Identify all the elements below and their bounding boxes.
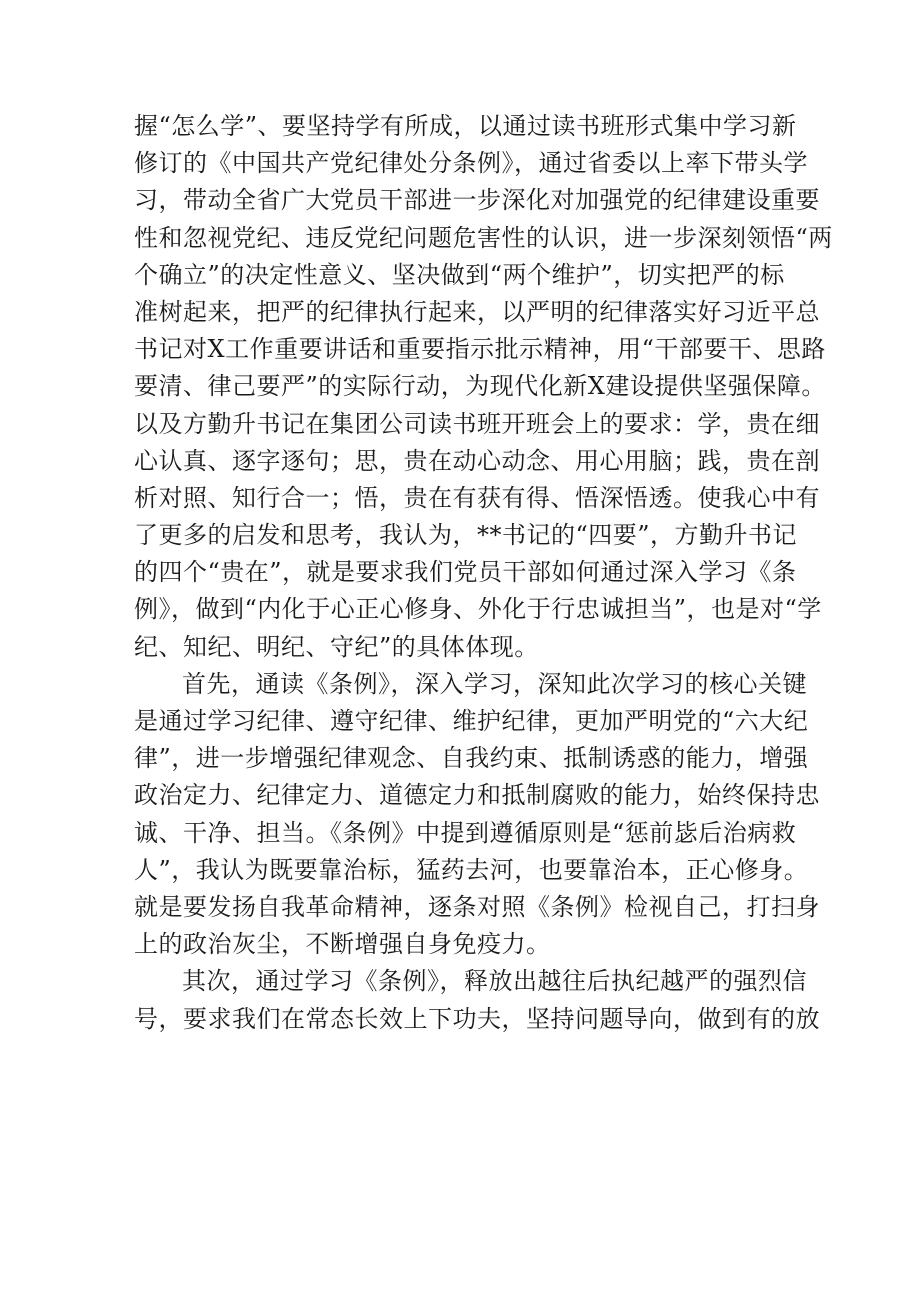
text-line: 号，要求我们在常态长效上下功夫，坚持问题导向，做到有的放 [134,1004,820,1033]
text-line: 习，带动全省广大党员干部进一步深化对加强党的纪律建设重要 [134,186,820,215]
paragraph-1 [134,108,833,666]
text-line: 诚、干净、担当。《条例》中提到遵循原则是“惩前毖后治病救 [134,818,797,847]
text-line: 修订的《中国共产党纪律处分条例》，通过省委以上率下带头学 [134,149,808,178]
text-line: 准树起来，把严的纪律执行起来，以严明的纪律落实好习近平总 [134,297,820,326]
text-line: 人”，我认为既要靠治标，猛药去河，也要靠治本，正心修身。 [134,855,809,884]
text-line: 要清、律己要严”的实际行动，为现代化新X建设提供坚强保障。 [134,372,826,401]
paragraph-2 [134,666,820,964]
text-line: 析对照、知行合一；悟，贵在有获有得、悟深悟透。使我心中有 [134,483,820,512]
text-line: 性和忽视党纪、违反党纪问题危害性的认识，进一步深刻领悟“两 [134,223,833,252]
text-line: 其次，通过学习《条例》，释放出越往后执纪越严的强烈信 [182,967,807,996]
text-line: 上的政治灰尘，不断增强自身免疫力。 [134,930,551,959]
text-line: 书记对X工作重要讲话和重要指示批示精神，用“干部要干、思路 [134,335,826,364]
paragraph-3 [134,963,820,1037]
text-line: 就是要发扬自我革命精神，逐条对照《条例》检视自己，打扫身 [134,892,820,921]
text-line: 律”，进一步增强纪律观念、自我约束、抵制诱惑的能力，增强 [134,744,809,773]
text-line: 握“怎么学”、要坚持学有所成，以通过读书班形式集中学习新 [134,112,797,140]
text-line: 纪、知纪、明纪、守纪”的具体体现。 [134,632,539,661]
text-line: 心认真、逐字逐句；思，贵在动心动念、用心用脑；践，贵在剖 [134,446,820,475]
text-line: 政治定力、纪律定力、道德定力和抵制腐败的能力，始终保持忠 [134,781,820,810]
text-line: 个确立”的决定性意义、坚决做到“两个维护”，切实把严的标 [134,260,785,289]
text-line: 的四个“贵在”，就是要求我们党员干部如何通过深入学习《条 [134,558,797,587]
text-line: 了更多的启发和思考，我认为，**书记的“四要”，方勤升书记 [134,521,798,550]
text-line: 以及方勤升书记在集团公司读书班开班会上的要求：学，贵在细 [134,409,820,438]
text-line: 例》，做到“内化于心正心修身、外化于行忠诚担当”，也是对“学 [134,595,822,624]
text-line: 首先，通读《条例》，深入学习，深知此次学习的核心关键 [182,669,807,698]
document-body [134,108,833,1038]
text-line: 是通过学习纪律、遵守纪律、维护纪律，更加严明党的“六大纪 [134,707,809,735]
